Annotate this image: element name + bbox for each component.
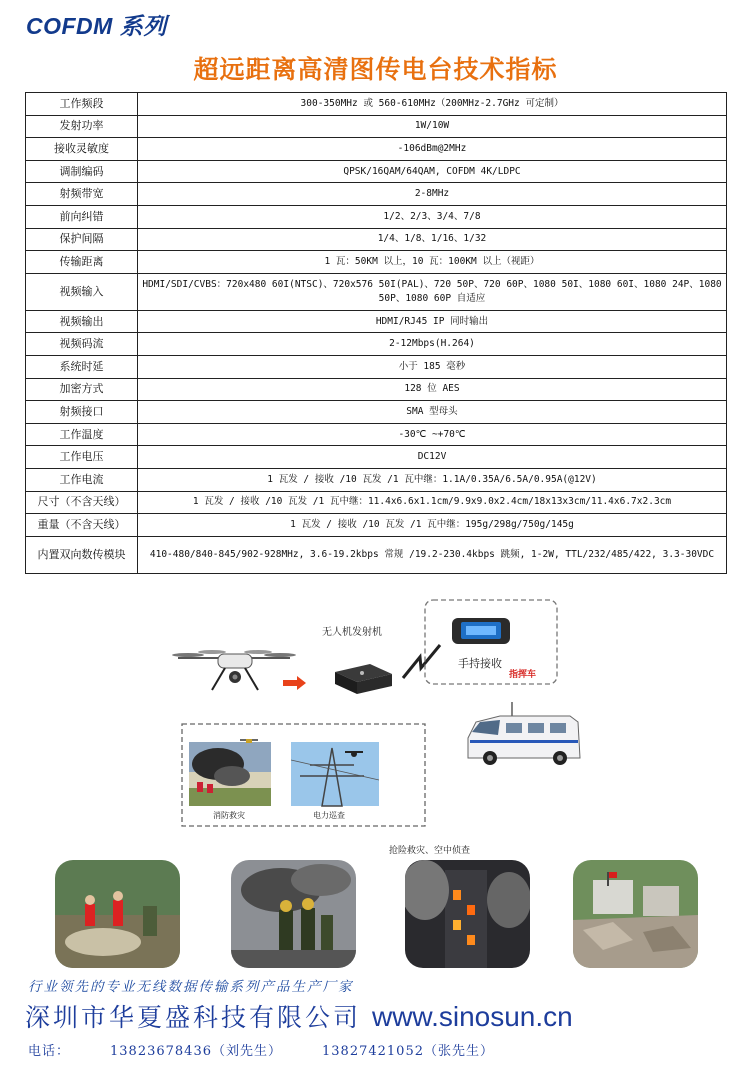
arrow-right-icon	[283, 676, 306, 690]
phone-1-number: 13823678436（刘先生）	[110, 1044, 282, 1059]
spec-value: 1/2、2/3、3/4、7/8	[138, 205, 727, 228]
spec-value: 128 位 AES	[138, 378, 727, 401]
company-name: 深圳市华夏盛科技有限公司	[25, 1003, 362, 1032]
vehicle-label: 指挥车	[509, 670, 537, 680]
company-name-line	[25, 998, 573, 1034]
spec-label: 工作温度	[26, 423, 138, 446]
power-inspection-label: 电力巡查	[313, 811, 345, 820]
spec-label: 射频接口	[26, 401, 138, 424]
spec-row	[26, 310, 727, 333]
receiver-label: 手持接收	[458, 657, 502, 670]
spec-row	[26, 378, 727, 401]
spec-value: DC12V	[138, 446, 727, 469]
system-diagram	[0, 590, 751, 860]
spec-row	[26, 514, 727, 537]
spec-row	[26, 115, 727, 138]
transmitter-device-icon	[335, 664, 392, 694]
spec-value: 小于 185 毫秒	[138, 355, 727, 378]
spec-row	[26, 355, 727, 378]
spec-value: 300-350MHz 或 560-610MHz（200MHz-2.7GHz 可定制）	[138, 93, 727, 116]
spec-row	[26, 228, 727, 251]
spec-row	[26, 205, 727, 228]
contact-phones	[28, 1040, 494, 1059]
spec-label: 保护间隔	[26, 228, 138, 251]
spec-value: QPSK/16QAM/64QAM, COFDM 4K/LDPC	[138, 160, 727, 183]
firefighting-photo	[189, 742, 271, 806]
spec-value: 1/4、1/8、1/16、1/32	[138, 228, 727, 251]
spec-label: 加密方式	[26, 378, 138, 401]
firefighters-photo	[231, 860, 356, 968]
spec-value: SMA 型母头	[138, 401, 727, 424]
spec-value: 1 瓦发 / 接收 /10 瓦发 /1 瓦中继：195g/298g/750g/145g	[138, 514, 727, 537]
spec-value: 1 瓦发 / 接收 /10 瓦发 /1 瓦中继：1.1A/0.35A/6.5A/0.95A(@12V)	[138, 468, 727, 491]
spec-label: 重量（不含天线）	[26, 514, 138, 537]
spec-row	[26, 423, 727, 446]
spec-label: 射频带宽	[26, 183, 138, 206]
spec-value: -106dBm@2MHz	[138, 138, 727, 161]
spec-label: 视频输出	[26, 310, 138, 333]
rescue-recon-label: 抢险救灾、空中侦查	[389, 846, 471, 856]
spec-label: 系统时延	[26, 355, 138, 378]
company-tagline: 行业领先的专业无线数据传输系列产品生产厂家	[28, 979, 354, 995]
spec-row	[26, 401, 727, 424]
spec-row	[26, 446, 727, 469]
spec-label: 尺寸（不含天线）	[26, 491, 138, 514]
spec-row	[26, 468, 727, 491]
building-fire-photo	[405, 860, 530, 968]
spec-value: 2-12Mbps(H.264)	[138, 333, 727, 356]
power-line-inspection-photo	[291, 742, 379, 806]
handheld-receiver-icon	[452, 618, 510, 644]
spec-label: 内置双向数传模块	[26, 536, 138, 573]
spec-row	[26, 536, 727, 573]
spec-label: 工作电压	[26, 446, 138, 469]
spec-label: 视频码流	[26, 333, 138, 356]
spec-value: 410-480/840-845/902-928MHz, 3.6-19.2kbps 常规 /19.2-230.4kbps 跳频, 1-2W, TTL/232/485/422, 3.3-30VDC	[138, 536, 727, 573]
flood-rescue-photo	[55, 860, 180, 968]
page-title: 超远距离高清图传电台技术指标	[193, 55, 558, 84]
phone-2: 13827421052（张先生）	[322, 1044, 494, 1059]
spec-row	[26, 491, 727, 514]
earthquake-ruins-photo	[573, 860, 698, 968]
command-vehicle-icon	[468, 702, 580, 765]
spec-row	[26, 93, 727, 116]
spec-row	[26, 138, 727, 161]
spec-label: 前向纠错	[26, 205, 138, 228]
phone-prefix: 电话：	[28, 1044, 71, 1059]
spec-label: 调制编码	[26, 160, 138, 183]
spec-value: 1W/10W	[138, 115, 727, 138]
spec-label: 工作电流	[26, 468, 138, 491]
spec-label: 工作频段	[26, 93, 138, 116]
spec-label: 视频输入	[26, 273, 138, 310]
spec-row	[26, 183, 727, 206]
spec-value: HDMI/SDI/CVBS：720x480 60I(NTSC)、720x576 50I(PAL)、720 50P、720 60P、1080 50I、1080 60I、1080 24P、1080 50P、1080 60P 自适应	[138, 273, 727, 310]
spec-row	[26, 251, 727, 274]
phone-1	[28, 1044, 282, 1059]
series-heading: COFDM 系列	[26, 13, 167, 39]
spec-row	[26, 160, 727, 183]
spec-row	[26, 333, 727, 356]
application-photo-strip	[0, 860, 751, 970]
spec-value: -30℃ ~+70℃	[138, 423, 727, 446]
firefighting-label: 消防救灾	[213, 811, 245, 820]
wireless-signal-icon	[403, 645, 440, 678]
spec-label: 接收灵敏度	[26, 138, 138, 161]
transmitter-label: 无人机发射机	[322, 627, 382, 638]
spec-label: 发射功率	[26, 115, 138, 138]
spec-label: 传输距离	[26, 251, 138, 274]
company-website-link[interactable]: www.sinosun.cn	[371, 1001, 573, 1032]
spec-value: 2-8MHz	[138, 183, 727, 206]
spec-value: 1 瓦：50KM 以上，10 瓦：100KM 以上（视距）	[138, 251, 727, 274]
spec-row	[26, 273, 727, 310]
spec-table	[25, 92, 727, 574]
spec-value: HDMI/RJ45 IP 同时输出	[138, 310, 727, 333]
drone-icon	[172, 650, 296, 690]
spec-value: 1 瓦发 / 接收 /10 瓦发 /1 瓦中继：11.4x6.6x1.1cm/9.9x9.0x2.4cm/18x13x3cm/11.4x6.7x2.3cm	[138, 491, 727, 514]
